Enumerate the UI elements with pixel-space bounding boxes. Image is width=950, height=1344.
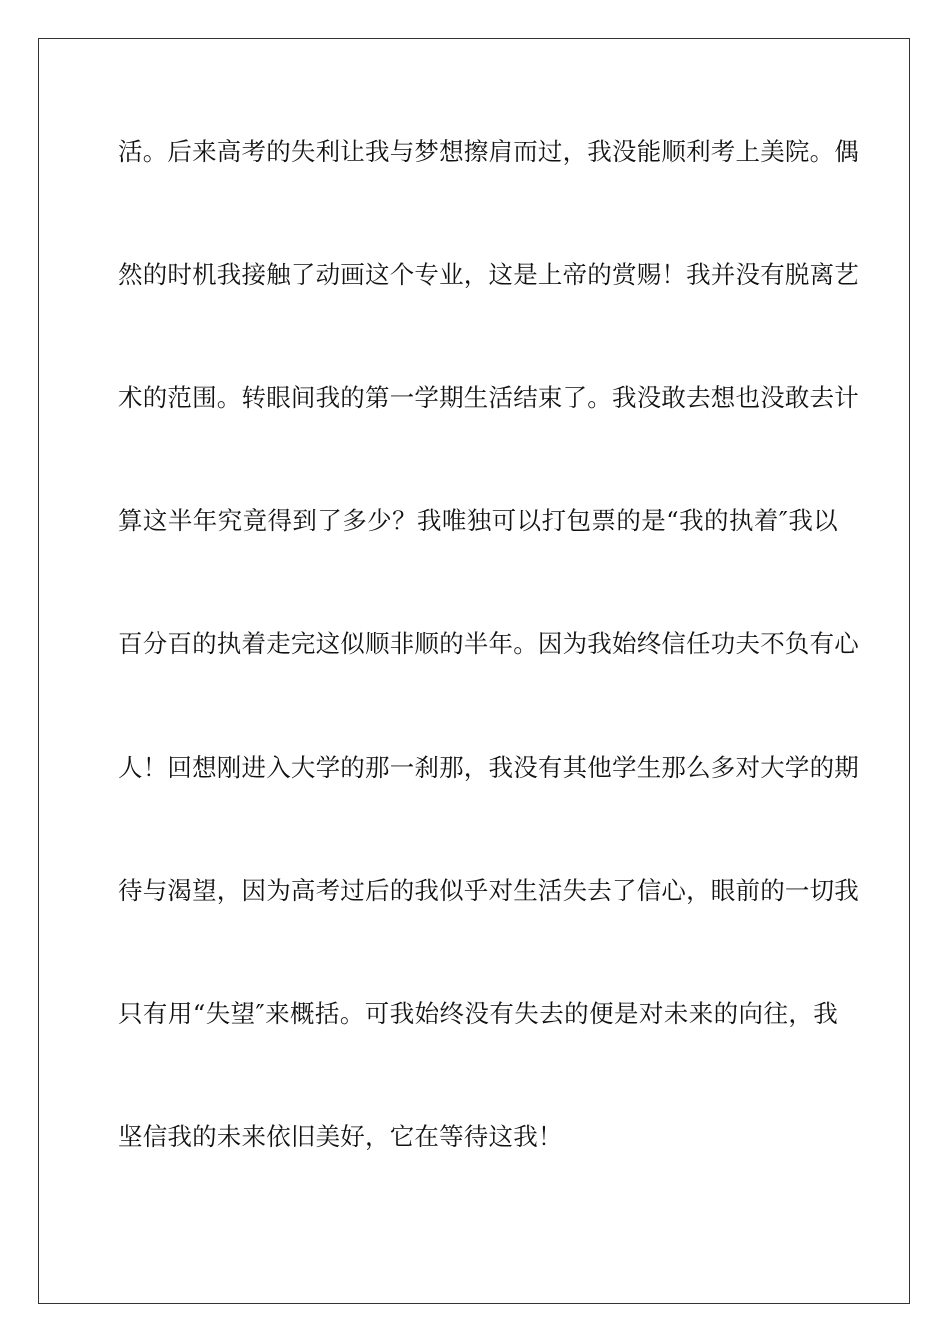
paragraph-line: 待与渴望，因为高考过后的我似乎对生活失去了信心，眼前的一切我: [118, 876, 859, 905]
paragraph-line: 术的范围。转眼间我的第一学期生活结束了。我没敢去想也没敢去计: [118, 383, 859, 412]
paragraph-line-last: 坚信我的未来依旧美好，它在等待这我！: [118, 1122, 563, 1151]
paragraph-line: 然的时机我接触了动画这个专业，这是上帝的赏赐！我并没有脱离艺: [118, 260, 859, 289]
paragraph-line: 只有用“失望″来概括。可我始终没有失去的便是对未来的向往，我: [118, 999, 838, 1028]
paragraph-line: 活。后来高考的失利让我与梦想擦肩而过，我没能顺利考上美院。偶: [118, 137, 859, 166]
paragraph-line: 人！回想刚进入大学的那一刹那，我没有其他学生那么多对大学的期: [118, 753, 859, 782]
paragraph-line: 算这半年究竟得到了多少？我唯独可以打包票的是“我的执着″我以: [118, 506, 838, 535]
page-border: [38, 38, 910, 1304]
paragraph-line: 百分百的执着走完这似顺非顺的半年。因为我始终信任功夫不负有心: [118, 629, 859, 658]
